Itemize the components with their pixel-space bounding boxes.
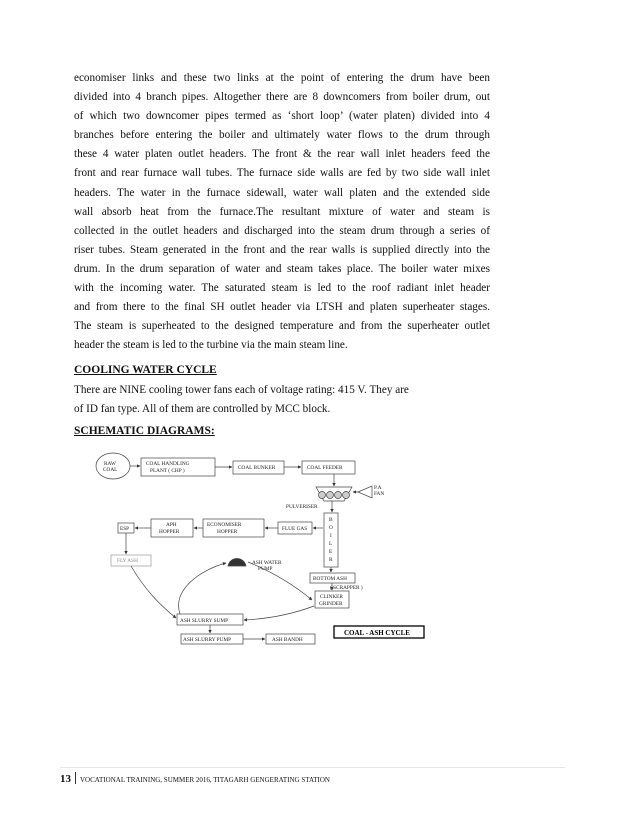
economiser-hopper-label: HOPPER <box>217 529 238 535</box>
body-line: divided into 4 branch pipes. Altogether there are 8 downcomers from boiler drum, out <box>74 91 490 104</box>
raw-coal-label: RAW <box>104 461 116 467</box>
pa-fan-node <box>358 486 372 498</box>
fly-ash-label: FLY ASH <box>117 558 138 564</box>
body-line: riser tubes. Steam generated in the front and the rear walls is supplied directly into the <box>74 243 490 256</box>
flue-gas-label: FLUE GAS <box>282 526 308 532</box>
pulveriser-label: PULVERISER <box>286 504 318 510</box>
footer-divider <box>75 772 76 784</box>
body-line: with the incoming water. The saturated steam is led to the roof radiant inlet header <box>74 282 490 295</box>
coal-feeder-label: COAL FEEDER <box>307 465 343 471</box>
schematic-heading: SCHEMATIC DIAGRAMS: <box>74 425 215 437</box>
ash-water-pump-label: PUMP <box>258 566 273 572</box>
body-line: The steam is superheated to the designed temperature and from the superheater outlet <box>74 320 490 333</box>
aph-hopper-label: HOPPER <box>159 529 180 535</box>
boiler-letter: R <box>329 557 333 563</box>
body-line: collected in the outlet headers and discharged into the steam drum through a series of <box>74 224 490 237</box>
boiler-letter: B <box>329 517 333 523</box>
body-line: wall absorb heat from the furnace.The resultant mixture of water and steam is <box>74 205 490 218</box>
body-line: headers. The water in the furnace sidewall, water wall platen and the extended side <box>74 186 490 199</box>
body-line: front and rear furnace wall tubes. The furnace side walls are fed by two side wall inlet <box>74 167 490 180</box>
body-line: and from there to the final SH outlet header via LTSH and platen superheater stages. <box>74 301 490 314</box>
boiler-letter: E <box>329 549 333 555</box>
clinker-grinder-label: CLINKER <box>320 594 343 600</box>
body-line: economiser links and these two links at the point of entering the drum have been <box>74 72 490 84</box>
cooling-line: of ID fan type. All of them are controlled by MCC block. <box>74 403 331 416</box>
cooling-water-heading: COOLING WATER CYCLE <box>74 364 217 376</box>
chp-label: PLANT ( CHP ) <box>150 468 185 474</box>
coal-bunker-label: COAL BUNKER <box>238 465 276 471</box>
bottom-ash-label: BOTTOM ASH <box>313 576 347 582</box>
footer-text: VOCATIONAL TRAINING, SUMMER 2016, TITAGARH GENGERATING STATION <box>80 776 330 784</box>
boiler-letter: O <box>329 525 333 531</box>
ash-slurry-pump-label: ASH SLURRY PUMP <box>183 637 232 643</box>
body-line: of which two downcomer pipes termed as ‘short loop’ (water platen) divided into 4 <box>74 110 490 123</box>
ash-bandh-label: ASH BANDH <box>272 637 303 643</box>
chp-label: COAL HANDLING <box>146 461 190 467</box>
ash-slurry-sump-label: ASH SLURRY SUMP <box>180 618 229 624</box>
cooling-line: There are NINE cooling tower fans each of voltage rating: 415 V. They are <box>74 384 409 396</box>
body-line: branches before entering the boiler and ultimately water flows to the drum through <box>74 129 490 142</box>
raw-coal-label: COAL <box>103 467 118 473</box>
cycle-title-label: COAL - ASH CYCLE <box>344 629 410 637</box>
page-number: 13 <box>60 773 71 785</box>
ash-water-pump-label: ASH WATER <box>252 560 282 566</box>
pa-fan-label: FAN <box>374 491 385 497</box>
scrapper-label: ( SCRAPPER ) <box>330 585 363 591</box>
boiler-letter: I <box>330 533 332 539</box>
boiler-letter: L <box>329 541 333 547</box>
aph-hopper-label: APH <box>166 522 177 528</box>
page-footer <box>60 767 565 785</box>
ash-water-pump-node <box>228 559 246 567</box>
body-line: drum. In the drum separation of water and steam takes place. The boiler water mixes <box>74 262 490 275</box>
economiser-hopper-label: ECONOMISER <box>207 522 242 528</box>
esp-label: ESP <box>120 526 130 532</box>
body-line: header the steam is led to the turbine via the main steam line. <box>74 339 348 352</box>
clinker-grinder-label: GRINDER <box>319 601 343 607</box>
body-line: these 4 water platen outlet headers. The front & the rear wall inlet headers feed the <box>74 148 490 161</box>
pa-fan-label: P.A <box>374 485 382 491</box>
